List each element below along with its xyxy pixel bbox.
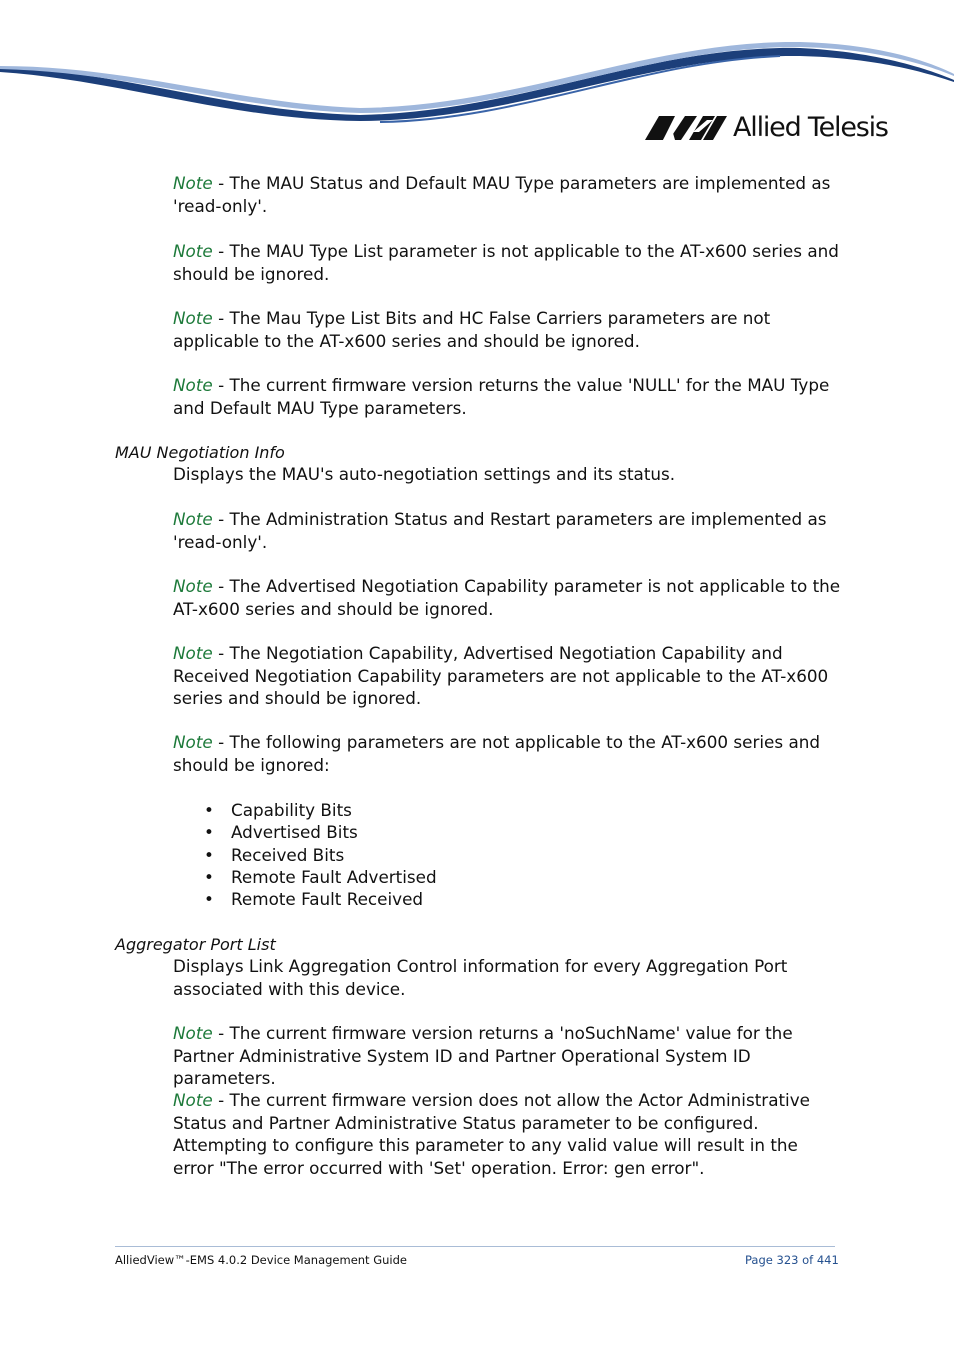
footer-page-number: Page 323 of 441 (745, 1253, 839, 1267)
note-label: Note (173, 643, 213, 663)
allied-telesis-logo-mark-icon (645, 114, 727, 142)
note-label: Note (173, 241, 213, 261)
note-label: Note (173, 173, 213, 193)
bullet-icon: • (204, 822, 214, 843)
note-paragraph (173, 1089, 841, 1179)
list-item-text: Capability Bits (231, 800, 352, 820)
note-text: - The MAU Status and Default MAU Type parameters are implemented as 'read-only'. (173, 173, 831, 216)
note-label: Note (173, 576, 213, 596)
note-paragraph (173, 240, 841, 285)
list-item (173, 799, 437, 821)
note-paragraph (173, 374, 841, 419)
footer-divider (115, 1246, 835, 1247)
list-item-text: Remote Fault Advertised (231, 866, 437, 887)
note-paragraph (173, 172, 841, 217)
note-paragraph (173, 575, 841, 620)
section-description: Displays the MAU's auto-negotiation settings and its status. (173, 464, 676, 484)
list-item (173, 844, 437, 866)
section-heading: MAU Negotiation Info (115, 443, 285, 462)
note-label: Note (173, 732, 213, 752)
bullet-icon: • (204, 866, 214, 887)
section-description: Displays Link Aggregation Control information for every Aggregation Port associated with this device. (173, 956, 788, 999)
note-label: Note (173, 375, 213, 395)
list-item (173, 888, 437, 910)
note-text: - The Advertised Negotiation Capability parameter is not applicable to the AT-x600 series and should be ignored. (173, 576, 841, 619)
note-paragraph (173, 731, 841, 776)
note-paragraph (173, 642, 841, 710)
note-text: - The Negotiation Capability, Advertised Negotiation Capability and Received Negotiation Capability parameters are not applicable to the AT-x600 series and should be ignored. (173, 643, 829, 708)
note-text: - The following parameters are not applicable to the AT-x600 series and should be ignored: (173, 732, 821, 775)
bullet-list (173, 799, 437, 910)
note-paragraph (173, 307, 841, 352)
bullet-icon: • (204, 800, 214, 820)
section-heading: Aggregator Port List (115, 935, 276, 954)
allied-telesis-logo (645, 108, 888, 148)
list-item-text: Advertised Bits (231, 822, 358, 843)
list-item-text: Remote Fault Received (231, 889, 424, 910)
note-label: Note (173, 308, 213, 328)
note-paragraph (173, 1022, 841, 1090)
list-item-text: Received Bits (231, 844, 345, 865)
note-label: Note (173, 1090, 213, 1110)
bullet-icon: • (204, 889, 214, 910)
footer-document-title: AlliedView™-EMS 4.0.2 Device Management Guide (115, 1253, 407, 1267)
list-item (173, 821, 437, 843)
note-text: - The Administration Status and Restart parameters are implemented as 'read-only'. (173, 509, 827, 552)
note-text: - The current firmware version returns a 'noSuchName' value for the Partner Administrative System ID and Partner Operational System ID parameters. (173, 1023, 793, 1088)
note-label: Note (173, 1023, 213, 1043)
note-label: Note (173, 509, 213, 529)
note-text: - The current firmware version returns the value 'NULL' for the MAU Type and Default MAU Type parameters. (173, 375, 830, 418)
logo-text: Allied Telesis (733, 112, 888, 143)
note-text: - The MAU Type List parameter is not applicable to the AT-x600 series and should be ignored. (173, 241, 839, 284)
note-text: - The current firmware version does not allow the Actor Administrative Status and Partner Administrative Status parameter to be configured. Attempting to configure this parameter to any valid value will result in the error "The error occurred with 'Set' operation. Error: gen error". (173, 1090, 810, 1178)
bullet-icon: • (204, 844, 214, 865)
note-paragraph (173, 508, 841, 553)
list-item (173, 866, 437, 888)
note-text: - The Mau Type List Bits and HC False Carriers parameters are not applicable to the AT-x600 series and should be ignored. (173, 308, 771, 351)
